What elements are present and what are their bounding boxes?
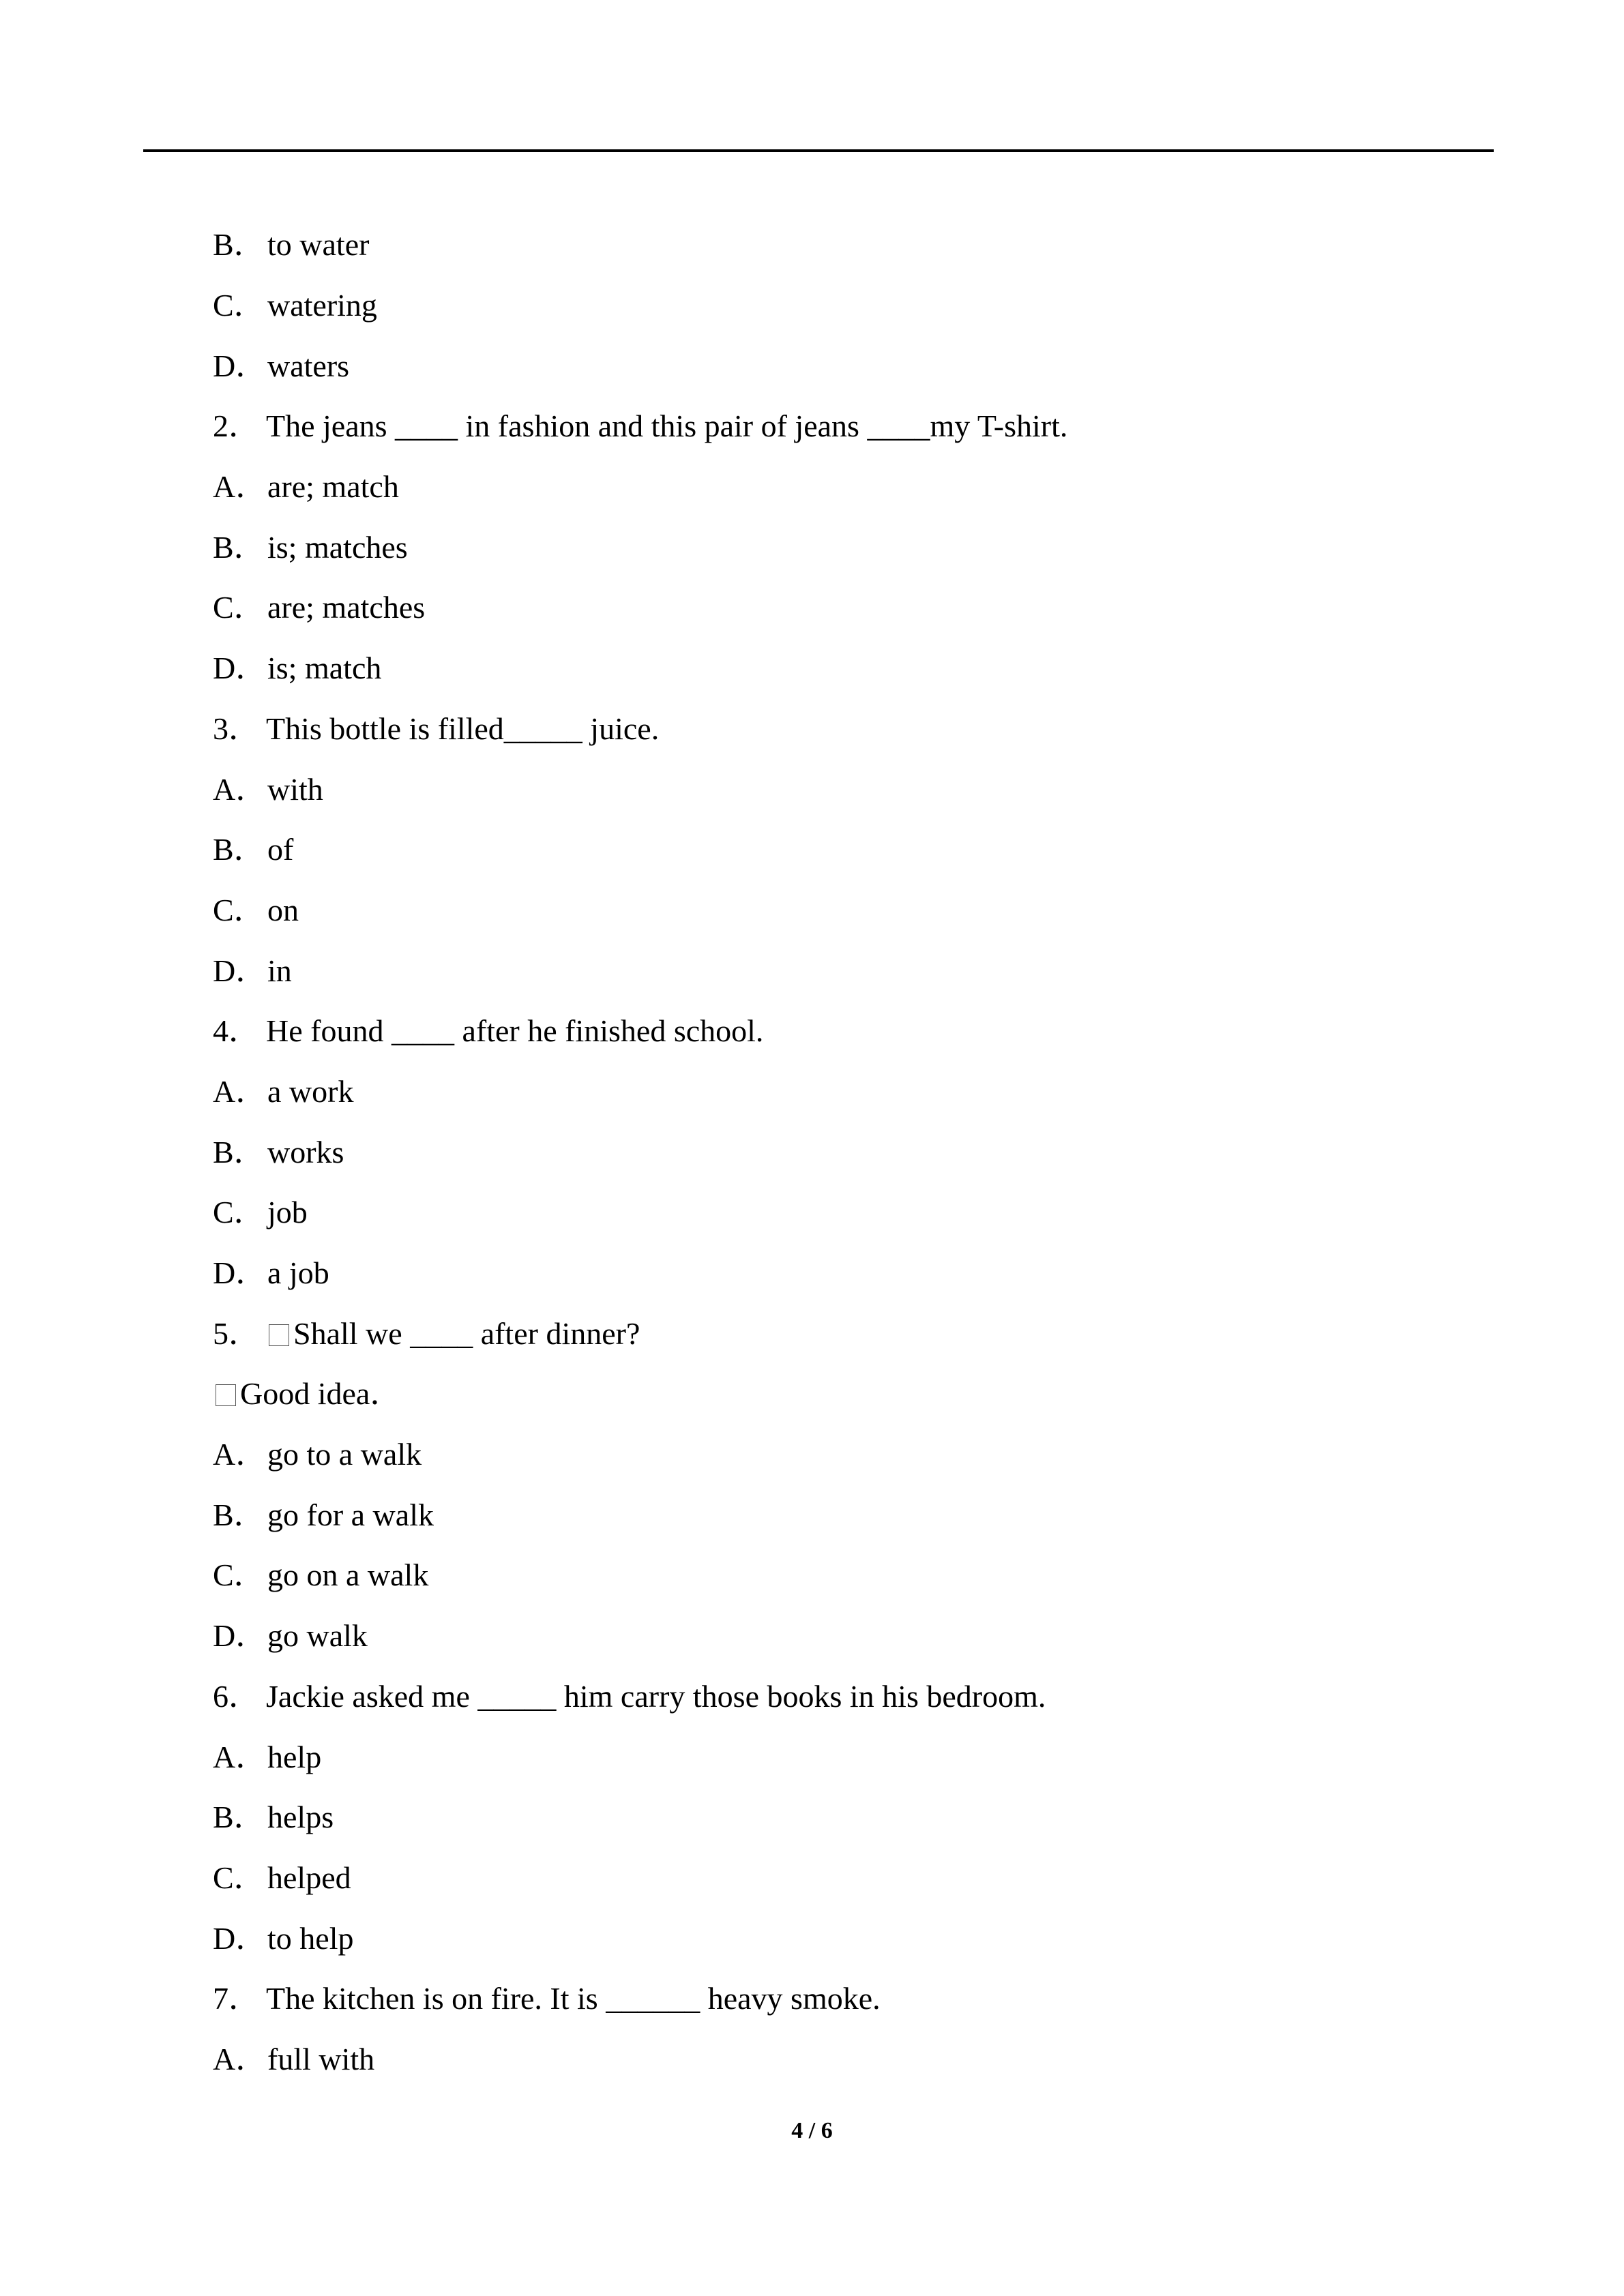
option-text: helps [267,1800,334,1835]
missing-glyph-box-icon [216,1384,236,1406]
option-text: works [267,1134,344,1169]
option-line [213,1848,1495,1909]
dialogue-text: Good idea． [240,1376,402,1412]
option-label: A． [213,2041,267,2076]
question-line [213,1969,1495,2029]
question-number: 4． [213,1013,260,1049]
question-number: 6． [213,1678,260,1714]
page-number: 4 / 6 [791,2118,833,2143]
question-content [213,215,1495,2089]
option-text: in [267,953,292,988]
option-text: waters [267,348,350,383]
option-text: are; matches [267,590,426,625]
option-label: C． [213,1195,265,1230]
option-text: to water [267,227,370,263]
question-line [213,1667,1495,1727]
option-label: B． [213,1800,265,1835]
option-label: D． [213,1618,267,1654]
header-rule [143,149,1494,152]
option-text: job [267,1195,308,1230]
option-label: B． [213,832,265,867]
option-line [213,1122,1495,1182]
option-line [213,880,1495,941]
option-text: is; matches [267,529,408,565]
option-text: full with [267,2041,375,2076]
option-text: help [267,1739,322,1774]
option-label: B． [213,529,265,565]
option-label: B． [213,1497,265,1532]
question-line [213,396,1495,457]
option-line [213,820,1495,880]
option-line [213,638,1495,699]
option-line [213,1182,1495,1243]
option-line [213,1425,1495,1485]
option-line [213,275,1495,336]
option-text: go walk [267,1618,368,1654]
option-line [213,1545,1495,1606]
option-line [213,1243,1495,1304]
option-label: C． [213,1860,265,1895]
option-label: B． [213,1134,265,1169]
option-line [213,1606,1495,1667]
option-text: a work [267,1073,354,1109]
option-label: C． [213,1557,265,1593]
option-line [213,517,1495,578]
option-line [213,2029,1495,2090]
question-number: 3． [213,711,260,746]
question-line [213,699,1495,760]
question-number: 2． [213,408,260,444]
option-line [213,1727,1495,1787]
option-text: go for a walk [267,1497,434,1532]
option-label: C． [213,288,265,323]
option-text: of [267,832,294,867]
option-line [213,457,1495,518]
option-text: is; match [267,651,382,686]
question-text: Jackie asked me _____ him carry those books in his bedroom. [266,1678,1046,1714]
option-label: C． [213,590,265,625]
option-label: A． [213,1437,267,1472]
option-line [213,1787,1495,1848]
question-line [213,1001,1495,1062]
question-line [213,1303,1495,1364]
option-line [213,215,1495,275]
option-line [213,578,1495,638]
option-label: A． [213,1739,267,1774]
option-label: D． [213,348,267,383]
option-label: A． [213,771,267,807]
option-text: on [267,892,299,927]
question-number: 7． [213,1981,260,2016]
option-label: A． [213,469,267,505]
option-text: are; match [267,469,399,505]
option-text: with [267,771,323,807]
question-text: The kitchen is on fire. It is ______ heavy smoke. [266,1981,881,2016]
option-label: C． [213,892,265,927]
option-line [213,759,1495,820]
option-text: watering [267,288,377,323]
question-text: Shall we ____ after dinner? [293,1315,640,1351]
option-label: D． [213,1920,267,1956]
question-number: 5． [213,1315,260,1351]
question-text: He found ____ after he finished school. [266,1013,764,1049]
option-label: D． [213,651,267,686]
option-text: a job [267,1255,329,1291]
question-text: The jeans ____ in fashion and this pair of jeans ____my T-shirt. [266,408,1068,444]
option-line [213,1908,1495,1969]
option-line [213,940,1495,1001]
option-label: D． [213,953,267,988]
option-text: go to a walk [267,1437,422,1472]
option-label: D． [213,1255,267,1291]
question-text: This bottle is filled_____ juice. [266,711,660,746]
option-label: B． [213,227,265,263]
option-line [213,1485,1495,1545]
dialogue-line [213,1364,1495,1425]
option-text: helped [267,1860,351,1895]
missing-glyph-box-icon [269,1324,289,1346]
option-line [213,1062,1495,1122]
option-text: to help [267,1920,354,1956]
option-text: go on a walk [267,1557,429,1593]
option-line [213,336,1495,396]
option-label: A． [213,1073,267,1109]
